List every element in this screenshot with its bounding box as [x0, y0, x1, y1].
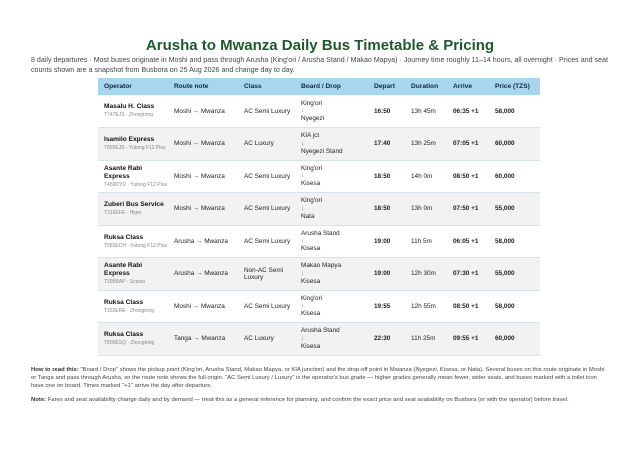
- down-arrow-icon: ↓: [301, 172, 305, 180]
- operator-name: Ruksa Class: [104, 233, 144, 241]
- arrive-cell: 07:50 +1: [447, 193, 489, 226]
- duration-cell: 13h 45m: [405, 95, 447, 128]
- bus-plate-model: T747EJS · Zhongtong: [104, 112, 153, 119]
- board-drop-cell: [295, 290, 368, 323]
- table-row: [98, 95, 540, 128]
- operator-cell: [98, 290, 168, 323]
- depart-cell: 18:50: [368, 193, 405, 226]
- depart-cell: 16:50: [368, 95, 405, 128]
- board-point: King'ori: [301, 164, 323, 172]
- class-cell: AC Semi Luxury: [238, 160, 295, 193]
- price-cell: 60,000: [489, 323, 540, 356]
- bus-plate-model: T316EFE · Higer: [104, 210, 142, 216]
- route-note-cell: Moshi → Mwanza: [168, 128, 238, 161]
- price-cell: 60,000: [489, 128, 540, 161]
- operator-cell: [98, 258, 168, 291]
- route-note-cell: Moshi → Mwanza: [168, 193, 238, 226]
- depart-cell: 22:30: [368, 323, 405, 356]
- timetable: [98, 78, 540, 356]
- board-drop-cell: [295, 225, 368, 258]
- bus-plate-model: T459DYD · Yutong F12 Plus: [104, 181, 167, 188]
- duration-cell: 11h 5m: [405, 225, 447, 258]
- board-point: Arusha Stand: [301, 327, 340, 335]
- duration-cell: 12h 55m: [405, 290, 447, 323]
- drop-point: Nyegezi: [301, 114, 325, 122]
- class-cell: AC Semi Luxury: [238, 290, 295, 323]
- board-point: Makao Mapya: [301, 262, 342, 270]
- table-row: [98, 193, 540, 226]
- arrive-cell: 08:50 +1: [447, 290, 489, 323]
- price-cell: 55,000: [489, 193, 540, 226]
- board-point: KIA jct: [301, 132, 320, 140]
- column-header-arrive: Arrive: [447, 78, 489, 95]
- operator-name: Ruksa Class: [104, 298, 144, 306]
- bus-plate-model: T333ERE · Zhongtong: [104, 307, 155, 314]
- duration-cell: 13h 0m: [405, 193, 447, 226]
- depart-cell: 19:00: [368, 258, 405, 291]
- operator-name: Asante Rabi Express: [104, 164, 143, 180]
- operator-cell: [98, 225, 168, 258]
- table-row: [98, 160, 540, 193]
- operator-name: Isamilo Express: [104, 136, 155, 143]
- pricing-note: [31, 396, 611, 404]
- down-arrow-icon: ↓: [301, 269, 305, 277]
- class-cell: AC Semi Luxury: [238, 225, 295, 258]
- table-header-row: [98, 78, 540, 95]
- footnotes: [31, 366, 611, 409]
- board-drop-cell: [295, 95, 368, 128]
- price-cell: 58,000: [489, 290, 540, 323]
- operator-cell: [98, 95, 168, 128]
- drop-point: Kisesa: [301, 277, 321, 285]
- depart-cell: 17:40: [368, 128, 405, 161]
- table-row: [98, 290, 540, 323]
- arrive-cell: 07:30 +1: [447, 258, 489, 291]
- depart-cell: 18:50: [368, 160, 405, 193]
- pricing-note-text: Fares and seat availability change daily and by demand — treat this as a general reference for planning, and confirm the exact price and seat availability on Busbora (or with the operator) before travel.: [46, 396, 569, 403]
- page-title: Arusha to Mwanza Daily Bus Timetable & Pricing: [145, 37, 495, 54]
- board-drop-cell: [295, 258, 368, 291]
- operator-cell: [98, 160, 168, 193]
- down-arrow-icon: ↓: [301, 237, 305, 245]
- arrive-cell: 08:50 +1: [447, 160, 489, 193]
- down-arrow-icon: ↓: [301, 302, 305, 310]
- column-header-class: Class: [238, 78, 295, 95]
- depart-cell: 19:55: [368, 290, 405, 323]
- column-header-route-note: Route note: [168, 78, 238, 95]
- operator-name: Zuberi Bus Service: [104, 201, 164, 208]
- drop-point: Nata: [301, 212, 315, 220]
- board-point: King'ori: [301, 197, 323, 205]
- price-cell: 60,000: [489, 160, 540, 193]
- price-cell: 58,000: [489, 95, 540, 128]
- drop-point: Kisesa: [301, 342, 321, 350]
- drop-point: Kisesa: [301, 180, 321, 188]
- operator-name: Masalu H. Class: [104, 103, 155, 111]
- duration-cell: 14h 0m: [405, 160, 447, 193]
- duration-cell: 13h 25m: [405, 128, 447, 161]
- class-cell: AC Semi Luxury: [238, 193, 295, 226]
- operator-name: Ruksa Class: [104, 331, 144, 338]
- how-to-read-note: [31, 366, 611, 391]
- price-cell: 58,000: [489, 225, 540, 258]
- column-header-board-drop: Board / Drop: [295, 78, 368, 95]
- operator-cell: [98, 323, 168, 356]
- board-point: King'ori: [301, 294, 323, 302]
- class-cell: AC Luxury: [238, 323, 295, 356]
- class-cell: AC Luxury: [238, 128, 295, 161]
- class-cell: Non-AC Semi Luxury: [238, 258, 295, 291]
- bus-plate-model: T892EJS · Yutong F12 Plus: [104, 145, 166, 151]
- route-note-cell: Arusha → Mwanza: [168, 225, 238, 258]
- drop-point: Kisesa: [301, 310, 321, 318]
- board-point: King'ori: [301, 99, 323, 107]
- bus-plate-model: T983ECH · Yutong F12 Plus: [104, 242, 167, 249]
- down-arrow-icon: ↓: [301, 334, 305, 342]
- depart-cell: 19:00: [368, 225, 405, 258]
- route-note-cell: Tanga → Mwanza: [168, 323, 238, 356]
- down-arrow-icon: ↓: [301, 204, 305, 212]
- column-header-depart: Depart: [368, 78, 405, 95]
- operator-cell: [98, 128, 168, 161]
- arrive-cell: 09:55 +1: [447, 323, 489, 356]
- column-header-operator: Operator: [98, 78, 168, 95]
- drop-point: Nyegezi Stand: [301, 147, 343, 155]
- how-to-read-label: How to read this:: [31, 367, 79, 373]
- table-row: [98, 323, 540, 356]
- column-header-price: Price (TZS): [489, 78, 540, 95]
- bus-plate-model: T395BAP · Scania: [104, 279, 146, 285]
- bus-plate-model: T800ESQ · Zhongtong: [104, 340, 155, 346]
- board-drop-cell: [295, 193, 368, 226]
- column-header-duration: Duration: [405, 78, 447, 95]
- drop-point: Kisesa: [301, 245, 321, 253]
- duration-cell: 11h 25m: [405, 323, 447, 356]
- operator-name: Asante Rabi Express: [104, 262, 143, 277]
- operator-cell: [98, 193, 168, 226]
- board-point: Arusha Stand: [301, 229, 340, 237]
- price-cell: 55,000: [489, 258, 540, 291]
- table-row: [98, 128, 540, 161]
- board-drop-cell: [295, 128, 368, 161]
- timetable-container: [98, 78, 540, 355]
- route-note-cell: Moshi → Mwanza: [168, 160, 238, 193]
- duration-cell: 12h 30m: [405, 258, 447, 291]
- pricing-note-label: Note:: [31, 396, 47, 403]
- down-arrow-icon: ↓: [301, 139, 305, 147]
- table-row: [98, 258, 540, 291]
- table-row: [98, 225, 540, 258]
- route-note-cell: Moshi → Mwanza: [168, 290, 238, 323]
- route-note-cell: Arusha → Mwanza: [168, 258, 238, 291]
- board-drop-cell: [295, 323, 368, 356]
- arrive-cell: 07:05 +1: [447, 128, 489, 161]
- page-subtitle: 8 daily departures · Most buses originate in Moshi and pass through Arusha (King'ori / Arusha Stand / Makao Mapya) · Journey time roughly 11–14 hours, all overnight · Prices and seat counts shown are a snapshot from Busbora on 25 Aug 2026 and change day to day.: [31, 56, 608, 74]
- route-note-cell: Moshi → Mwanza: [168, 95, 238, 128]
- table-body: [98, 95, 540, 355]
- board-drop-cell: [295, 160, 368, 193]
- class-cell: AC Semi Luxury: [238, 95, 295, 128]
- down-arrow-icon: ↓: [301, 107, 305, 115]
- how-to-read-text: "Board / Drop" shows the pickup point (King'ori, Arusha Stand, Makao Mapya, or KIA junction) and the drop-off point in Mwanza (Nyegezi, Kisesa, or Nata). Several buses on this route originate in Moshi or Tanga and pass through Arusha, so the route note shows the full origin. "AC Semi Luxury / Luxury" is the operator's bus grade — higher grades generally mean fewer, wider seats, and buses marked with a toilet icon have one on board. Times marked "+1" arrive the day after departure.: [31, 367, 605, 390]
- arrive-cell: 06:05 +1: [447, 225, 489, 258]
- arrive-cell: 06:35 +1: [447, 95, 489, 128]
